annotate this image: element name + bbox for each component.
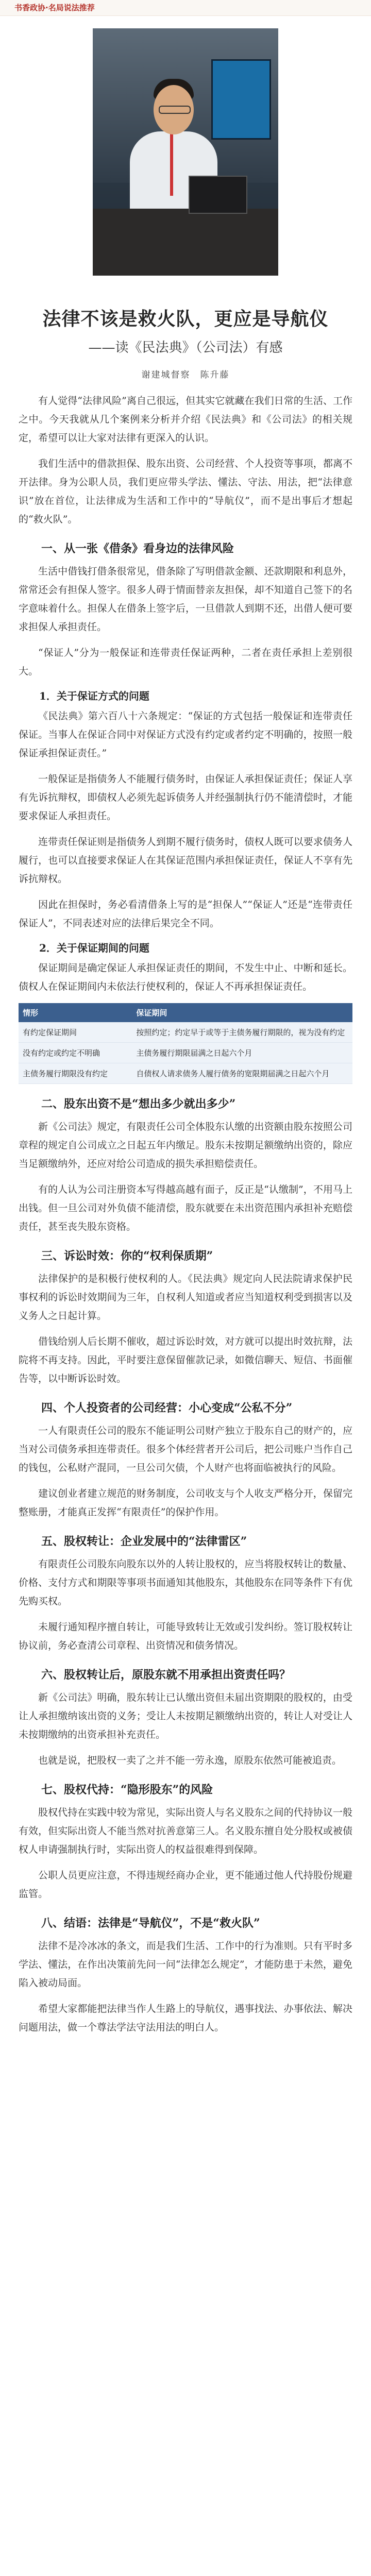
paragraph: 希望大家都能把法律当作人生路上的导航仪，遇事找法、办事依法、解决问题用法，做一个尊法学法守法用法的明白人。 [19, 2003, 352, 2033]
category-banner [0, 0, 371, 16]
paragraph: 借钱给别人后长期不催收，超过诉讼时效，对方就可以提出时效抗辩，法院将不再支持。因此，平时要注意保留催款记录，如微信聊天、短信、书面催告等，以中断诉讼时效。 [19, 1336, 352, 1384]
table-row [19, 1043, 352, 1063]
table-cell: 自债权人请求债务人履行债务的宽限期届满之日起六个月 [132, 1063, 352, 1084]
paragraph: 因此在担保时，务必看清借条上写的是“担保人”“保证人”还是“连带责任保证人”，不同表述对应的法律后果完全不同。 [19, 899, 352, 929]
paragraph: “保证人”分为一般保证和连带责任保证两种，二者在责任承担上差别很大。 [19, 647, 352, 677]
section-heading: 五、股权转让：企业发展中的“法律雷区” [41, 1535, 247, 1548]
section-heading: 八、结语：法律是“导航仪”，不是“救火队” [41, 1917, 260, 1930]
table-header: 情形 [19, 1003, 132, 1022]
paragraph: 一人有限责任公司的股东不能证明公司财产独立于股东自己的财产的，应当对公司债务承担连带责任。很多个体经营者开公司后，把公司账户当作自己的钱包，公私财产混同，一旦公司欠债，个人财产也将面临被执行的风险。 [19, 1425, 352, 1473]
intro-paragraph: 有人觉得“法律风险”离自己很远，但其实它就藏在我们日常的生活、工作之中。今天我就从几个案例来分析并介绍《民法典》和《公司法》的相关规定，希望可以让大家对法律有更深入的认识。 [19, 395, 352, 444]
paragraph: 股权代持在实践中较为常见，实际出资人与名义股东之间的代持协议一般有效，但实际出资人不能当然对抗善意第三人。名义股东擅自处分股权或被债权人申请强制执行时，实际出资人的权益很难得到保障。 [19, 1807, 352, 1855]
article-title: 法律不该是救火队，更应是导航仪 [42, 308, 329, 330]
paragraph: 也就是说，把股权一卖了之并不能一劳永逸，原股东依然可能被追责。 [38, 1755, 342, 1766]
paragraph: 保证期间是确定保证人承担保证责任的期间，不发生中止、中断和延长。债权人在保证期间内未依法行使权利的，保证人不再承担保证责任。 [19, 962, 352, 992]
category-label: 书香政协·名局说法推荐 [14, 3, 95, 12]
paragraph: 《民法典》第六百八十六条规定：“保证的方式包括一般保证和连带责任保证。当事人在保证合同中对保证方式没有约定或者约定不明确的，按照一般保证承担保证责任。” [19, 710, 352, 759]
section-heading: 六、股权转让后，原股东就不用承担出资责任吗？ [41, 1668, 291, 1682]
paragraph: 有限责任公司股东向股东以外的人转让股权的，应当将股权转让的数量、价格、支付方式和期限等事项书面通知其他股东，其他股东在同等条件下有优先购买权。 [19, 1558, 352, 1607]
podium [93, 209, 278, 276]
paragraph: 建议创业者建立规范的财务制度，公司收支与个人收支严格分开，保留完整账册，才能真正发挥“有限责任”的保护作用。 [19, 1488, 352, 1518]
intro-paragraph: 我们生活中的借款担保、股东出资、公司经营、个人投资等事项，都离不开法律。身为公职人员，我们更应带头学法、懂法、守法、用法，把“法律意识”放在首位，让法律成为生活和工作中的“导航仪”，而不是出事后才想起的“救火队”。 [19, 458, 352, 525]
paragraph: 有的人认为公司注册资本写得越高越有面子，反正是“认缴制”，不用马上出钱。但一旦公司对外负债不能清偿，股东就要在未出资范围内承担补充赔偿责任，甚至丧失股东资格。 [19, 1184, 352, 1232]
section-heading: 一、从一张《借条》看身边的法律风险 [41, 542, 234, 555]
table-cell: 按照约定；约定早于或等于主债务履行期限的，视为没有约定 [132, 1022, 352, 1043]
laptop-icon [189, 176, 247, 214]
paragraph: 法律保护的是积极行使权利的人。《民法典》规定向人民法院请求保护民事权利的诉讼时效期间为三年，自权利人知道或者应当知道权利受到损害以及义务人之日起计算。 [19, 1273, 352, 1321]
paragraph: 法律不是冷冰冰的条文，而是我们生活、工作中的行为准则。只有平时多学法、懂法，在作出决策前先问一问“法律怎么规定”，才能防患于未然，避免陷入被动局面。 [19, 1940, 352, 1989]
paragraph: 生活中借钱打借条很常见，借条除了写明借款金额、还款期限和利息外，常常还会有担保人签字。很多人碍于情面替亲友担保，却不知道自己签下的名字意味着什么。担保人在借条上签字后，一旦借款人到期不还，出借人便可要求担保人承担责任。 [19, 566, 352, 633]
article-subtitle: ——读《民法典》（公司法）有感 [88, 340, 283, 355]
section-heading: 二、股东出资不是“想出多少就出多少” [41, 1097, 236, 1111]
paragraph: 未履行通知程序擅自转让，可能导致转让无效或引发纠纷。签订股权转让协议前，务必查清公司章程、出资情况和债务情况。 [19, 1621, 352, 1651]
table-cell: 主债务履行期限届满之日起六个月 [132, 1043, 352, 1063]
paragraph: 一般保证是指债务人不能履行债务时，由保证人承担保证责任；保证人享有先诉抗辩权，即债权人必须先起诉债务人并经强制执行仍不能清偿时，才能要求保证人承担责任。 [19, 773, 352, 822]
table-row [19, 1022, 352, 1043]
table-cell: 没有约定或约定不明确 [19, 1043, 132, 1063]
subsection-heading: 2．关于保证期间的问题 [39, 942, 149, 954]
paragraph: 新《公司法》明确，股东转让已认缴出资但未届出资期限的股权的，由受让人承担缴纳该出资的义务；受让人未按期足额缴纳出资的，转让人对受让人未按期缴纳的出资承担补充责任。 [19, 1692, 352, 1740]
projector-screen [211, 59, 271, 140]
paragraph: 新《公司法》规定，有限责任公司全体股东认缴的出资额由股东按照公司章程的规定自公司成立之日起五年内缴足。股东未按期足额缴纳出资的，除应当足额缴纳外，还应对给公司造成的损失承担赔偿责任。 [19, 1121, 352, 1170]
table-cell: 有约定保证期间 [19, 1022, 132, 1043]
table-header: 保证期间 [132, 1003, 352, 1022]
section-heading: 四、个人投资者的公司经营：小心变成“公私不分” [41, 1401, 293, 1415]
guarantee-period-table [19, 1003, 352, 1084]
article-body [0, 380, 371, 2044]
subsection-heading: 1．关于保证方式的问题 [39, 690, 149, 702]
table-row [19, 1063, 352, 1084]
paragraph: 公职人员更应注意，不得违规经商办企业，更不能通过他人代持股份规避监管。 [19, 1870, 352, 1900]
paragraph: 连带责任保证则是指债务人到期不履行债务时，债权人既可以要求债务人履行，也可以直接要求保证人在其保证范围内承担保证责任，保证人不享有先诉抗辩权。 [19, 836, 352, 885]
article-authors: 谢建城督察 陈升藤 [141, 370, 230, 380]
speaker-photo [93, 28, 278, 276]
section-heading: 七、股权代持：“隐形股东”的风险 [41, 1783, 213, 1797]
table-cell: 主债务履行期限没有约定 [19, 1063, 132, 1084]
section-heading: 三、诉讼时效：你的“权利保质期” [41, 1249, 213, 1263]
